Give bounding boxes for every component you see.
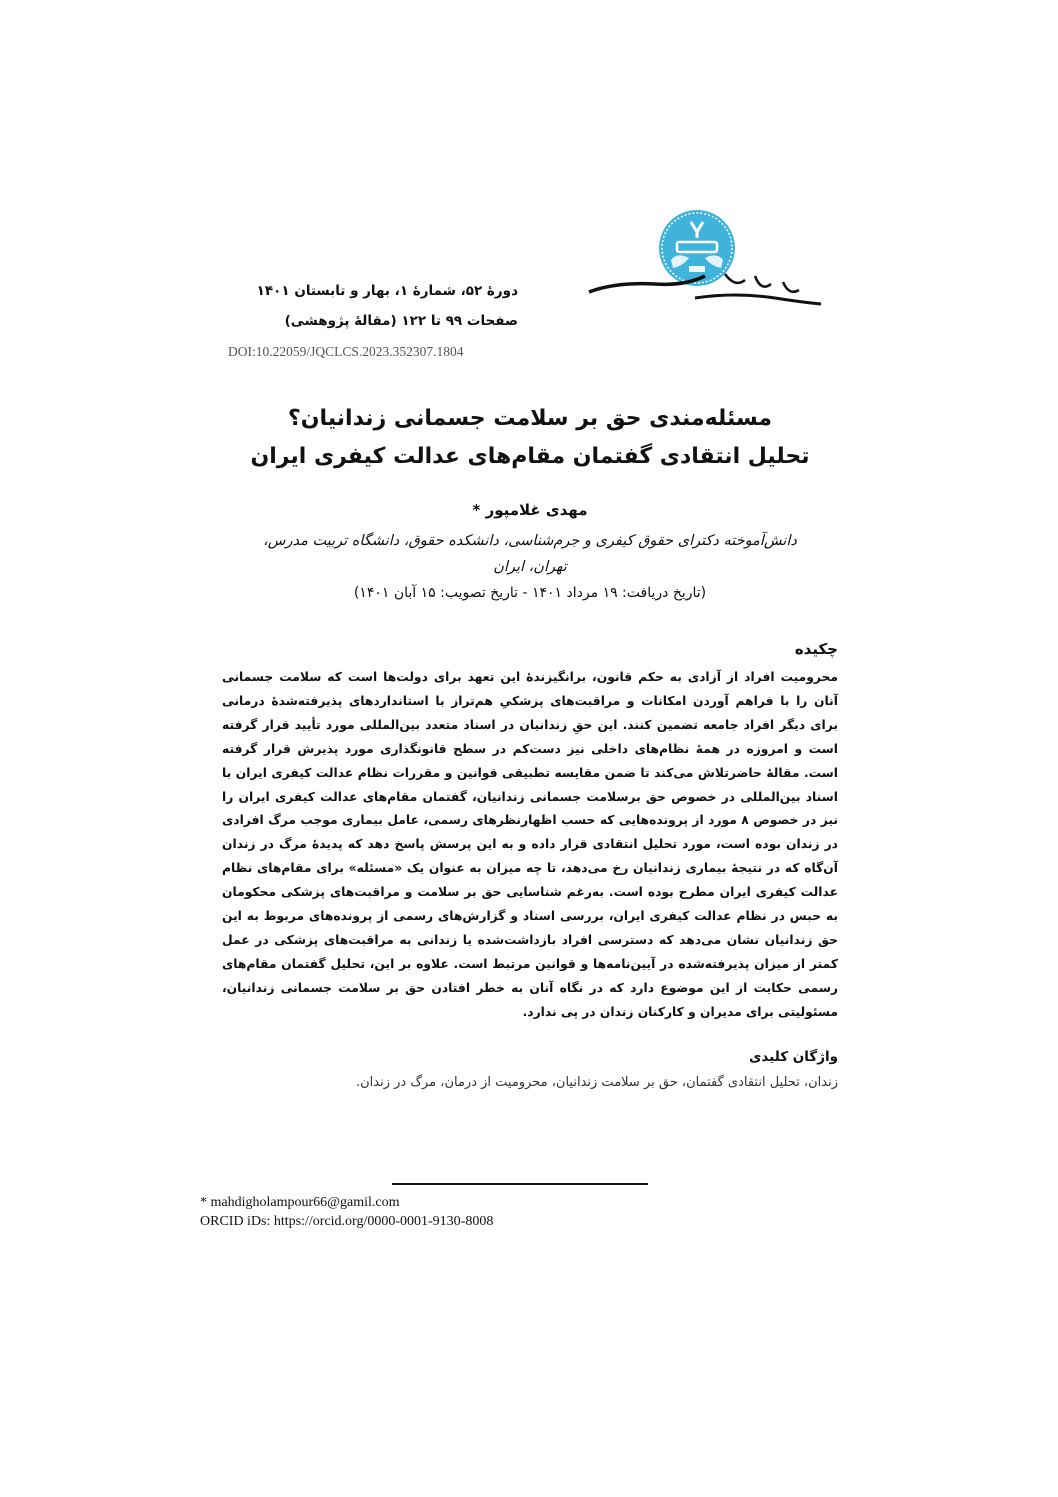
author-name: مهدی غلامپور * (472, 501, 588, 519)
abstract-body: محرومیت افراد از آزادی به حکم قانون، برانگیزندهٔ این تعهد برای دولت‌ها است که سلامت جسمانی آنان را با فراهم آوردن امکانات و مراقبت‌های پزشکیِ هم‌تراز با استانداردهای پذیرفته‌شدهٔ درمانی برای دیگر افراد جامعه تضمین کنند. این حقِ زندانیان در اسناد متعدد بین‌المللی مورد تأیید قرار گرفته است و امروزه در همهٔ نظام‌های داخلی نیز دست‌کم در سطح قانونگذاری مورد پذیرش قرار گرفته است. مقالهٔ حاضرتلاش می‌کند تا ضمن مقایسه تطبیقی قوانین و مقررات نظام عدالت کیفری ایران با اسناد بین‌المللی در خصوص حق برسلامت جسمانی زندانیان، گفتمان مقام‌های عدالت کیفری ایران را نیز در خصوص ۸ مورد از پرونده‌هایی که حسب اظهارنظرهای رسمی، عامل بیماری موجب مرگ افرادی در زندان بوده است، مورد تحلیل انتقادی قرار داده و به این پرسش پاسخ دهد که پدیدهٔ مرگ در زندان آن‌گاه که در نتیجهٔ بیماری زندانیان رخ می‌دهد، تا چه میزان به عنوان یک «مسئله» برای مقام‌های نظام عدالت کیفری ایران مطرح بوده است. به‌رغم شناسایی حق بر سلامت و مراقبت‌های پزشکی محکومان به حبس در نظام عدالت کیفری ایران، بررسی اسناد و گزارش‌های رسمی از پرونده‌های مربوط به این حق زندانیان نشان می‌دهد که دسترسی افراد بازداشت‌شده یا زندانی به مراقبت‌های پزشکی در عمل کمتر از میزان پذیرفته‌شده در آیین‌نامه‌ها و قوانین مرتبط است. علاوه بر این، تحلیل گفتمان مقام‌های رسمی حکایت از این موضوع دارد که در نگاه آنان به خطر افتادن حق بر سلامت جسمانی زندانیان، مسئولیتی برای مدیران و کارکنان زندان در پی ندارد. (222, 670, 838, 1019)
affiliation-line-2: تهران، ایران (493, 559, 567, 575)
keywords-heading: واژگان کلیدی (749, 1048, 838, 1065)
title-line-1: مسئله‌مندی حق بر سلامت جسمانی زندانیان؟ (288, 406, 772, 431)
article-title (200, 400, 860, 476)
author-email[interactable]: * mahdigholampour66@gamil.com (200, 1194, 400, 1210)
abstract-section (222, 638, 838, 1093)
orcid-link[interactable]: ORCID iDs: https://orcid.org/0000-0001-9130-8008 (200, 1213, 494, 1229)
title-line-2: تحلیل انتقادی گفتمان مقام‌های عدالت کیفری ایران (250, 444, 810, 469)
article-body (200, 400, 860, 1231)
issue-info (218, 276, 518, 336)
volume-line: دورهٔ ۵۲، شمارهٔ ۱، بهار و تابستان ۱۴۰۱ (256, 283, 518, 299)
footnote-divider (392, 1183, 648, 1185)
pages-line: صفحات ۹۹ تا ۱۲۲ (مقالهٔ پژوهشی) (284, 313, 518, 329)
abstract-heading: چکیده (794, 640, 838, 658)
footnote-section (200, 1183, 860, 1231)
journal-logo (585, 262, 825, 312)
author-affiliation (230, 528, 830, 580)
doi-link[interactable]: DOI:10.22059/JQCLCS.2023.352307.1804 (228, 344, 464, 359)
keywords-list: زندان، تحلیل انتقادی گفتمان، حق بر سلامت زندانیان، محرومیت از درمان، مرگ در زندان. (356, 1074, 838, 1090)
affiliation-line-1: دانش‌آموخته دکترای حقوق کیفری و جرم‌شناسی، دانشکده حقوق، دانشگاه تربیت مدرس، (263, 533, 797, 549)
page-header (0, 0, 1058, 380)
submission-dates: (تاریخ دریافت: ۱۹ مرداد ۱۴۰۱ - تاریخ تصویب: ۱۵ آبان ۱۴۰۱) (353, 585, 707, 601)
